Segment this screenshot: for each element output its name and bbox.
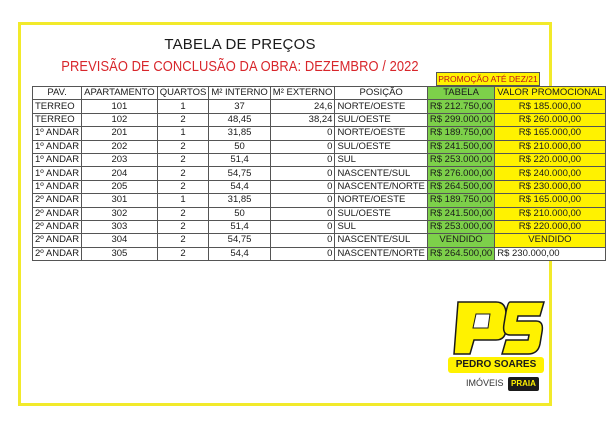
table-cell: 2º ANDAR: [33, 220, 82, 233]
table-cell: R$ 212.750,00: [427, 100, 494, 113]
table-cell: 54,75: [209, 167, 270, 180]
table-cell: R$ 299.000,00: [427, 113, 494, 126]
table-cell: 201: [82, 127, 158, 140]
table-cell: R$ 165.000,00: [495, 194, 605, 207]
table-cell: 0: [270, 194, 335, 207]
col-header-posicao: POSIÇÃO: [335, 87, 427, 100]
table-cell: 2: [157, 207, 209, 220]
table-cell: R$ 264.500,00: [427, 180, 494, 193]
table-cell: 2º ANDAR: [33, 194, 82, 207]
table-cell: R$ 260.000,00: [495, 113, 605, 126]
table-cell: 2: [157, 153, 209, 166]
col-header-tabela: TABELA: [427, 87, 494, 100]
table-cell: 31,85: [209, 127, 270, 140]
table-cell: 2º ANDAR: [33, 234, 82, 247]
table-cell: R$ 210.000,00: [495, 207, 605, 220]
table-cell: R$ 220.000,00: [495, 220, 605, 233]
table-row: [33, 100, 606, 113]
table-row: [33, 207, 606, 220]
table-row: [33, 234, 606, 247]
table-cell: 1: [157, 100, 209, 113]
logo-sub-label: IMÓVEIS: [466, 378, 504, 388]
table-header-row: [33, 87, 606, 100]
table-cell: 301: [82, 194, 158, 207]
table-cell: 2: [157, 180, 209, 193]
table-cell: 1º ANDAR: [33, 140, 82, 153]
col-header-apartamento: APARTAMENTO: [82, 87, 158, 100]
table-cell: R$ 241.500,00: [427, 207, 494, 220]
table-cell: 2º ANDAR: [33, 247, 82, 260]
table-cell: R$ 253.000,00: [427, 153, 494, 166]
table-cell: 101: [82, 100, 158, 113]
table-cell: R$ 165.000,00: [495, 127, 605, 140]
table-cell: NASCENTE/SUL: [335, 234, 427, 247]
table-row: [33, 180, 606, 193]
price-table: [32, 86, 606, 261]
table-cell: R$ 240.000,00: [495, 167, 605, 180]
table-body: [33, 100, 606, 261]
table-cell: 2: [157, 247, 209, 260]
col-header-valor-promocional: VALOR PROMOCIONAL: [495, 87, 605, 100]
table-cell: 31,85: [209, 194, 270, 207]
page-subtitle: PREVISÃO DE CONCLUSÃO DA OBRA: DEZEMBRO / 2022: [61, 58, 419, 75]
table-row: [33, 127, 606, 140]
table-row: [33, 140, 606, 153]
page-title: TABELA DE PREÇOS: [164, 36, 316, 53]
table-cell: 0: [270, 207, 335, 220]
table-cell: 304: [82, 234, 158, 247]
table-cell: 0: [270, 153, 335, 166]
table-cell: R$ 185.000,00: [495, 100, 605, 113]
table-cell: R$ 210.000,00: [495, 140, 605, 153]
table-cell: 302: [82, 207, 158, 220]
table-cell: NASCENTE/NORTE: [335, 247, 427, 260]
table-cell: NASCENTE/NORTE: [335, 180, 427, 193]
col-header-quartos: QUARTOS: [157, 87, 209, 100]
table-row: [33, 194, 606, 207]
table-cell: 0: [270, 180, 335, 193]
table-cell: 2: [157, 220, 209, 233]
table-cell: 50: [209, 207, 270, 220]
table-cell: 102: [82, 113, 158, 126]
table-row: [33, 153, 606, 166]
table-cell: 1º ANDAR: [33, 153, 82, 166]
table-cell: SUL/OESTE: [335, 140, 427, 153]
table-cell: 0: [270, 127, 335, 140]
table-cell: 1º ANDAR: [33, 127, 82, 140]
table-cell: R$ 189.750,00: [427, 194, 494, 207]
table-cell: 24,6: [270, 100, 335, 113]
logo-subtitle: [466, 376, 539, 390]
promo-banner: PROMOÇÃO ATÉ DEZ/21: [436, 72, 540, 86]
table-cell: 0: [270, 167, 335, 180]
table-cell: SUL: [335, 220, 427, 233]
table-cell: R$ 220.000,00: [495, 153, 605, 166]
table-row: [33, 220, 606, 233]
table-cell: 54,4: [209, 247, 270, 260]
table-cell: 303: [82, 220, 158, 233]
table-cell: 50: [209, 140, 270, 153]
table-cell: R$ 276.000,00: [427, 167, 494, 180]
table-cell: 205: [82, 180, 158, 193]
table-cell: 305: [82, 247, 158, 260]
table-cell: 0: [270, 140, 335, 153]
table-cell: 1: [157, 127, 209, 140]
table-cell: 0: [270, 247, 335, 260]
table-cell: R$ 189.750,00: [427, 127, 494, 140]
table-row: [33, 247, 606, 260]
col-header-m2-externo: M² EXTERNO: [270, 87, 335, 100]
table-cell: VENDIDO: [427, 234, 494, 247]
logo-tag: PRAIA: [508, 377, 539, 391]
table-cell: 0: [270, 220, 335, 233]
table-cell: NORTE/OESTE: [335, 100, 427, 113]
table-cell: 2: [157, 234, 209, 247]
table-cell: SUL/OESTE: [335, 207, 427, 220]
table-cell: 48,45: [209, 113, 270, 126]
table-row: [33, 167, 606, 180]
table-cell: R$ 230.000,00: [495, 180, 605, 193]
table-cell: NASCENTE/SUL: [335, 167, 427, 180]
table-cell: SUL: [335, 153, 427, 166]
col-header-pav: PAV.: [33, 87, 82, 100]
table-cell: 37: [209, 100, 270, 113]
table-cell: 2º ANDAR: [33, 207, 82, 220]
logo-name: PEDRO SOARES: [448, 357, 544, 373]
table-cell: 54,75: [209, 234, 270, 247]
table-cell: 2: [157, 167, 209, 180]
table-cell: 1º ANDAR: [33, 167, 82, 180]
col-header-m2-interno: M² INTERNO: [209, 87, 270, 100]
table-cell: 202: [82, 140, 158, 153]
table-cell: 2: [157, 113, 209, 126]
table-cell: 0: [270, 234, 335, 247]
table-cell: 1: [157, 194, 209, 207]
table-cell: 38,24: [270, 113, 335, 126]
table-cell: R$ 264.500,00: [427, 247, 494, 260]
table-cell: R$ 241.500,00: [427, 140, 494, 153]
table-cell: SUL/OESTE: [335, 113, 427, 126]
table-cell: R$ 253.000,00: [427, 220, 494, 233]
table-cell: 51,4: [209, 153, 270, 166]
table-cell: NORTE/OESTE: [335, 194, 427, 207]
table-cell: 203: [82, 153, 158, 166]
table-cell: R$ 230.000,00: [495, 247, 605, 260]
table-cell: 51,4: [209, 220, 270, 233]
table-cell: 1º ANDAR: [33, 180, 82, 193]
table-cell: TERREO: [33, 113, 82, 126]
table-cell: 54,4: [209, 180, 270, 193]
table-row: [33, 113, 606, 126]
table-cell: 204: [82, 167, 158, 180]
table-cell: VENDIDO: [495, 234, 605, 247]
table-cell: NORTE/OESTE: [335, 127, 427, 140]
table-cell: 2: [157, 140, 209, 153]
table-cell: TERREO: [33, 100, 82, 113]
